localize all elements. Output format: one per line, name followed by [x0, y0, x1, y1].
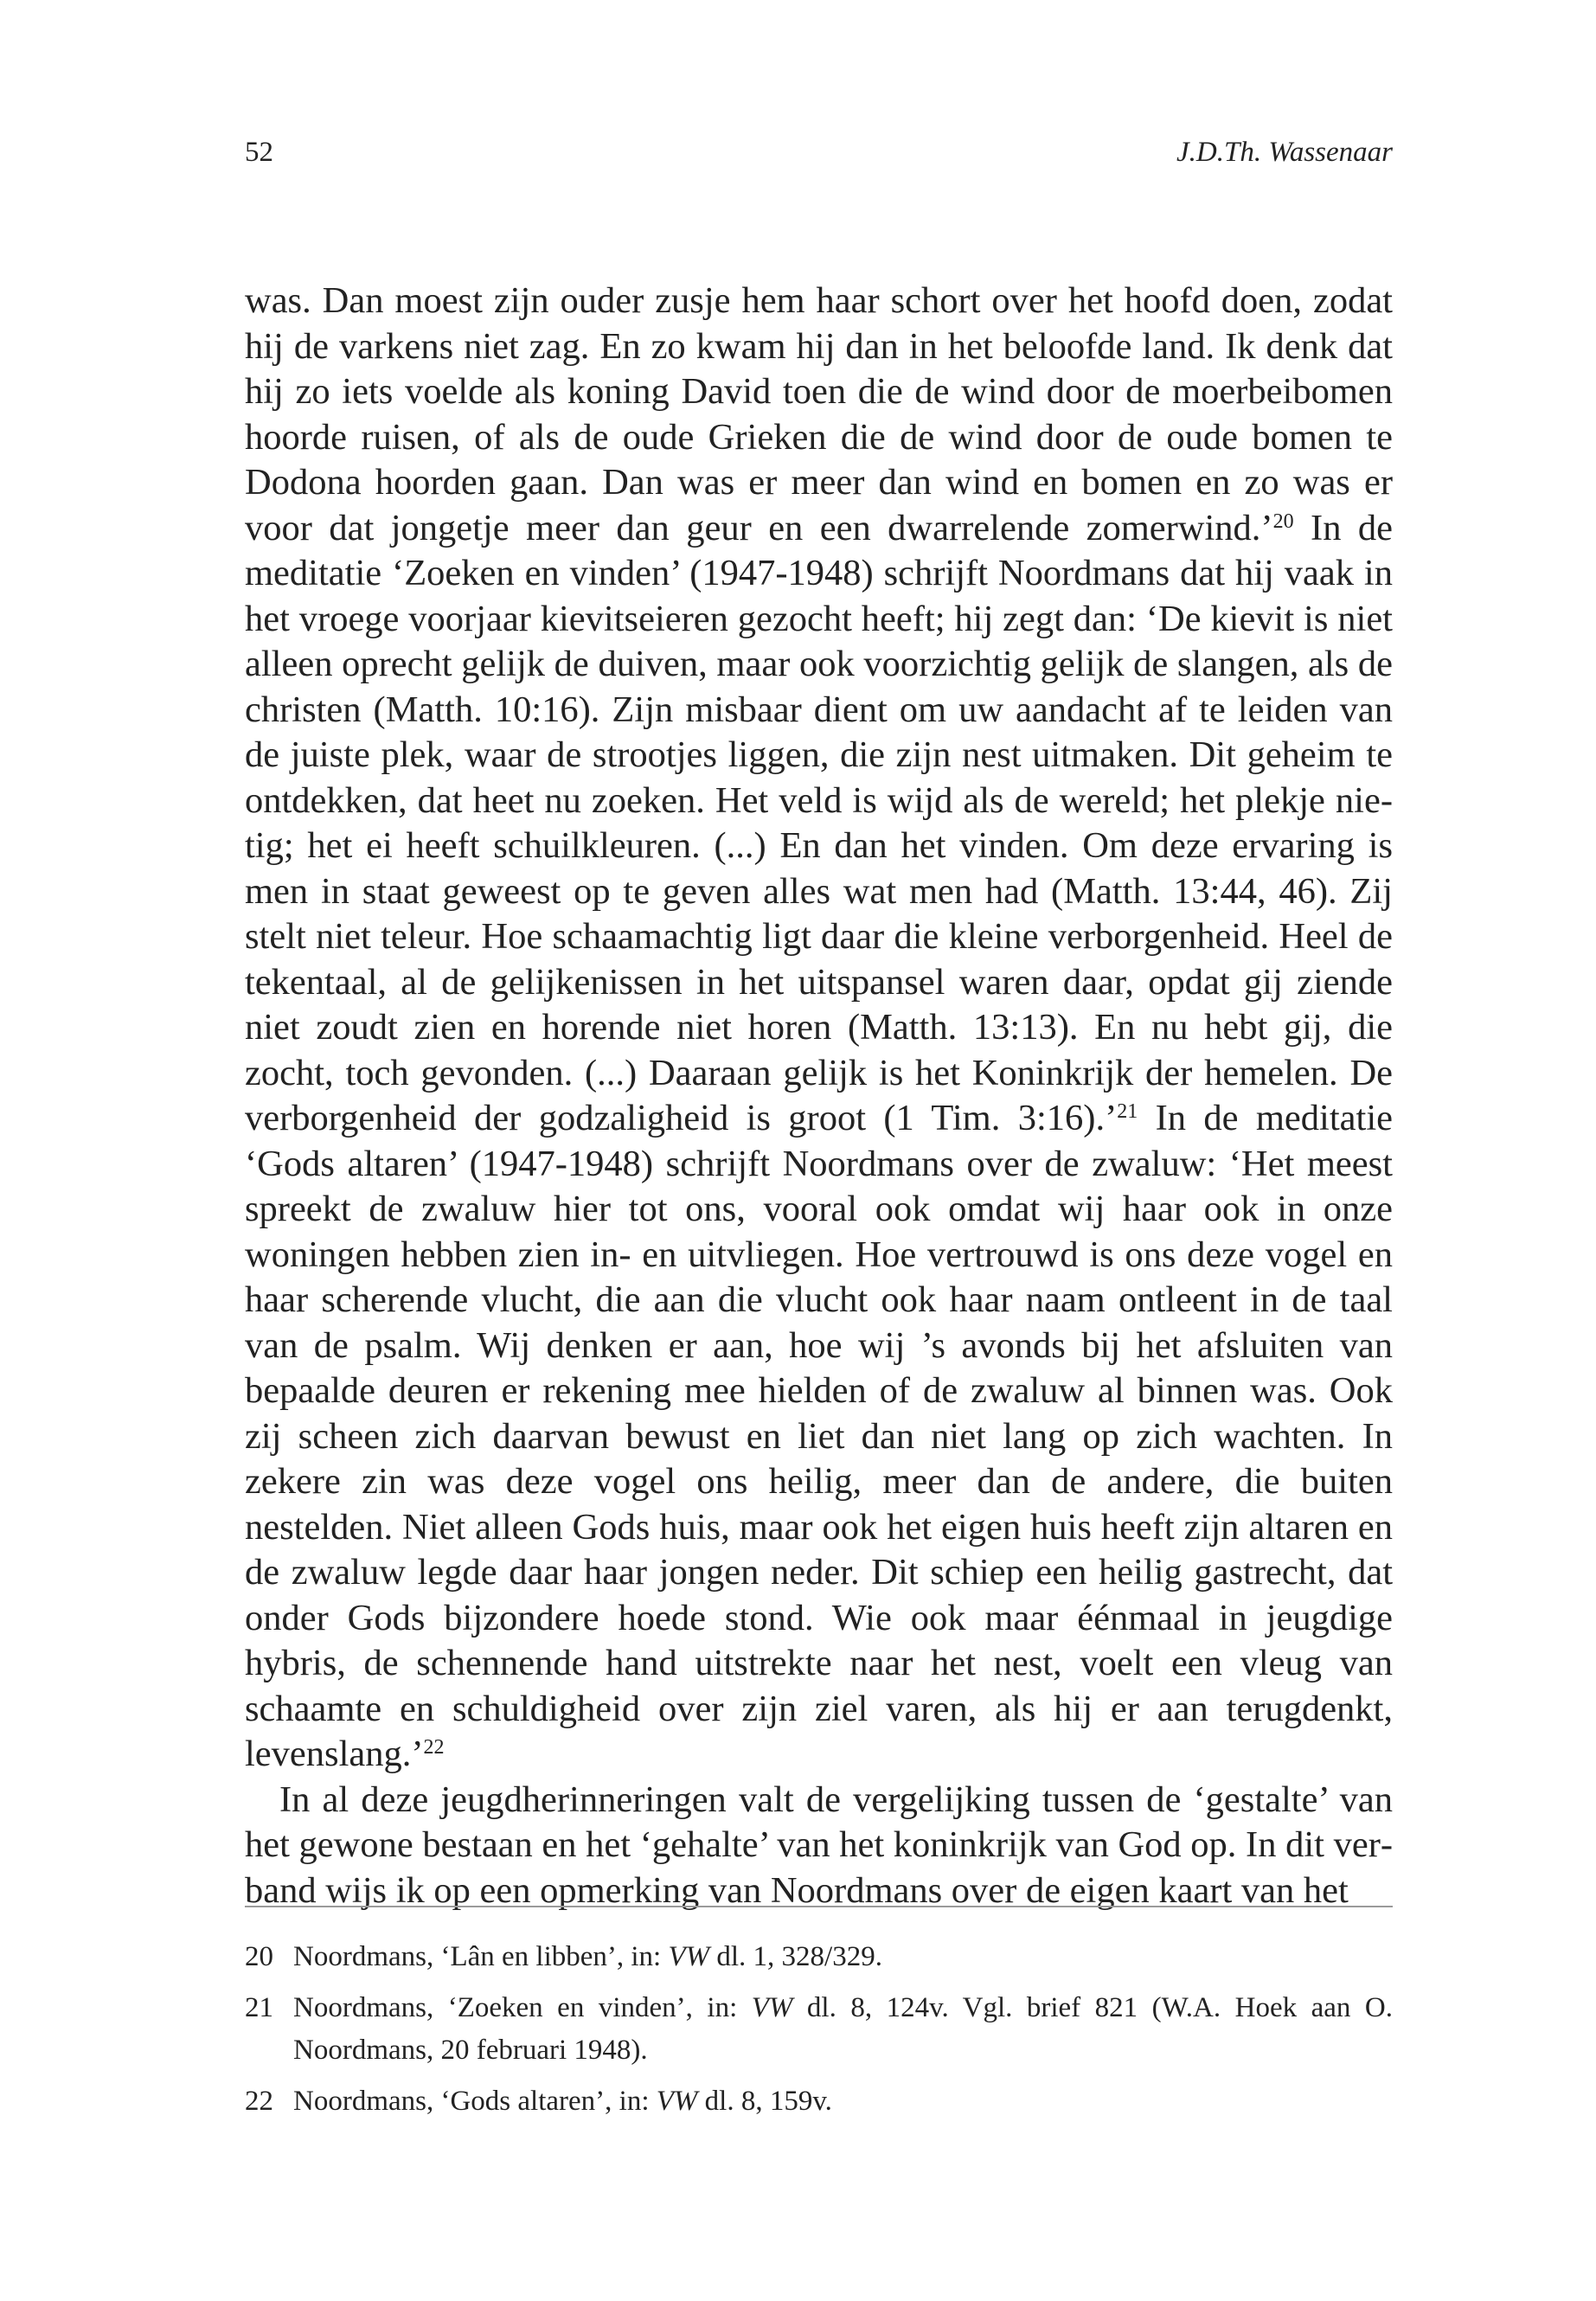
- footnote-text: [293, 1941, 882, 1972]
- footnote-text-after: dl. 8, 159v.: [697, 2086, 832, 2117]
- paragraph-1-text-a: was. Dan moest zijn ouder zusje hem haar schort over het hoofd doen, zodat hij de varkens niet zag. En zo kwam hij dan in het beloofde land. Ik denk dat hij zo iets voelde als koning David toen die de wind door de moerbeibomen hoorde ruisen, of als de oude Grieken die de wind door de oude bomen te Dodona hoorden gaan. Dan was er meer dan wind en bomen en zo was er voor dat jongetje meer dan geur en een dwarrelende zomerwind.’: [245, 280, 1393, 548]
- footnote-ref-22[interactable]: 22: [423, 1736, 445, 1759]
- footnote-text-before: Noordmans, ‘Gods altaren’, in:: [293, 2086, 657, 2117]
- footnote-text-before: Noordmans, ‘Zoeken en vinden’, in:: [293, 1992, 752, 2023]
- footnote-divider: [245, 1906, 1393, 1907]
- footnote-source-abbrev: VW: [656, 2086, 698, 2117]
- footnote-text-before: Noordmans, ‘Lân en libben’, in:: [293, 1941, 669, 1972]
- footnote-number: 21: [245, 1992, 273, 2023]
- footnote-text-after: dl. 1, 328/329.: [709, 1941, 882, 1972]
- paragraph-1-text-b: In de meditatie ‘Zoeken en vinden’ (1947-1948) schrijft Noordmans dat hij vaak in het vroege voorjaar kievitseieren gezocht heeft; hij zegt dan: ‘De kievit is niet alleen oprecht gelijk de duiven, maar ook voorzichtig gelijk de slangen, als de christen (Matth. 10:16). Zijn misbaar dient om uw aandacht af te leiden van de juiste plek, waar de strootjes liggen, die zijn nest uitmaken. Dit geheim te ontdekken, dat heet nu zoeken. Het veld is wijd als de wereld; het plekje nietig; het ei heeft schuilkleuren. (...) En dan het vinden. Om deze ervaring is men in staat geweest op te geven alles wat men had (Matth. 13:44, 46). Zij stelt niet teleur. Hoe schaamachtig ligt daar die kleine verborgenheid. Heel de tekentaal, al de gelijkenissen in het uitspansel waren daar, opdat gij ziende niet zoudt zien en horende niet horen (Matth. 13:13). En nu hebt gij, die zocht, toch gevonden. (...) Daaraan gelijk is het Koninkrijk der hemelen. De verborgenheid der godzaligheid is groot (1 Tim. 3:16).’: [245, 507, 1393, 1138]
- footnotes: [245, 1936, 1393, 2131]
- paragraph-1: [245, 279, 1393, 1778]
- running-head-author: J.D.Th. Wassenaar: [1176, 137, 1393, 168]
- footnote-22: [245, 2080, 1393, 2123]
- footnote-source-abbrev: VW: [751, 1992, 793, 2023]
- body-text: [245, 279, 1393, 1913]
- footnote-21: [245, 1987, 1393, 2072]
- paragraph-1-text-c: In de meditatie ‘Gods altaren’ (1947-1948) schrijft Noordmans over de zwaluw: ‘Het meest spreekt de zwaluw hier tot ons, vooral ook omdat wij haar ook in onze woningen hebben zien in- en uitvliegen. Hoe vertrouwd is ons deze vogel en haar scherende vlucht, die aan die vlucht ook haar naam ontleent in de taal van de psalm. Wij denken er aan, hoe wij ’s avonds bij het afsluiten van bepaalde deuren er rekening mee hielden of de zwaluw al binnen was. Ook zij scheen zich daarvan bewust en liet dan niet lang op zich wachten. In zekere zin was deze vogel ons heilig, meer dan de andere, die buiten nestelden. Niet alleen Gods huis, maar ook het eigen huis heeft zijn altaren en de zwaluw legde daar haar jongen neder. Dit schiep een heilig gastrecht, dat onder Gods bijzondere hoede stond. Wie ook maar éénmaal in jeugdige hybris, de schennende hand uitstrekte naar het nest, voelt een vleug van schaamte en schuldigheid over zijn ziel varen, als hij er aan terugdenkt, levenslang.’: [245, 1098, 1394, 1774]
- footnote-number: 20: [245, 1941, 273, 1972]
- paragraph-2: In al deze jeugdherinneringen valt de vergelijking tussen de ‘gestalte’ van het gewone bestaan en het ‘gehalte’ van het koninkrijk van God op. In dit verband wijs ik op een opmerking van Noordmans over de eigen kaart van het: [245, 1779, 1393, 1911]
- footnote-text: [293, 1992, 1393, 2066]
- footnote-number: 22: [245, 2086, 273, 2117]
- page-number: 52: [245, 137, 273, 168]
- footnote-source-abbrev: VW: [668, 1941, 710, 1972]
- footnote-ref-21[interactable]: 21: [1117, 1100, 1138, 1123]
- footnote-ref-20[interactable]: 20: [1272, 510, 1294, 533]
- page-header: [245, 137, 1393, 180]
- footnote-text: [293, 2086, 832, 2117]
- footnote-text-after: dl. 8, 124v. Vgl. brief 821 (W.A. Hoek aan O. Noordmans, 20 februari 1948).: [293, 1992, 1393, 2066]
- footnote-20: [245, 1936, 1393, 1978]
